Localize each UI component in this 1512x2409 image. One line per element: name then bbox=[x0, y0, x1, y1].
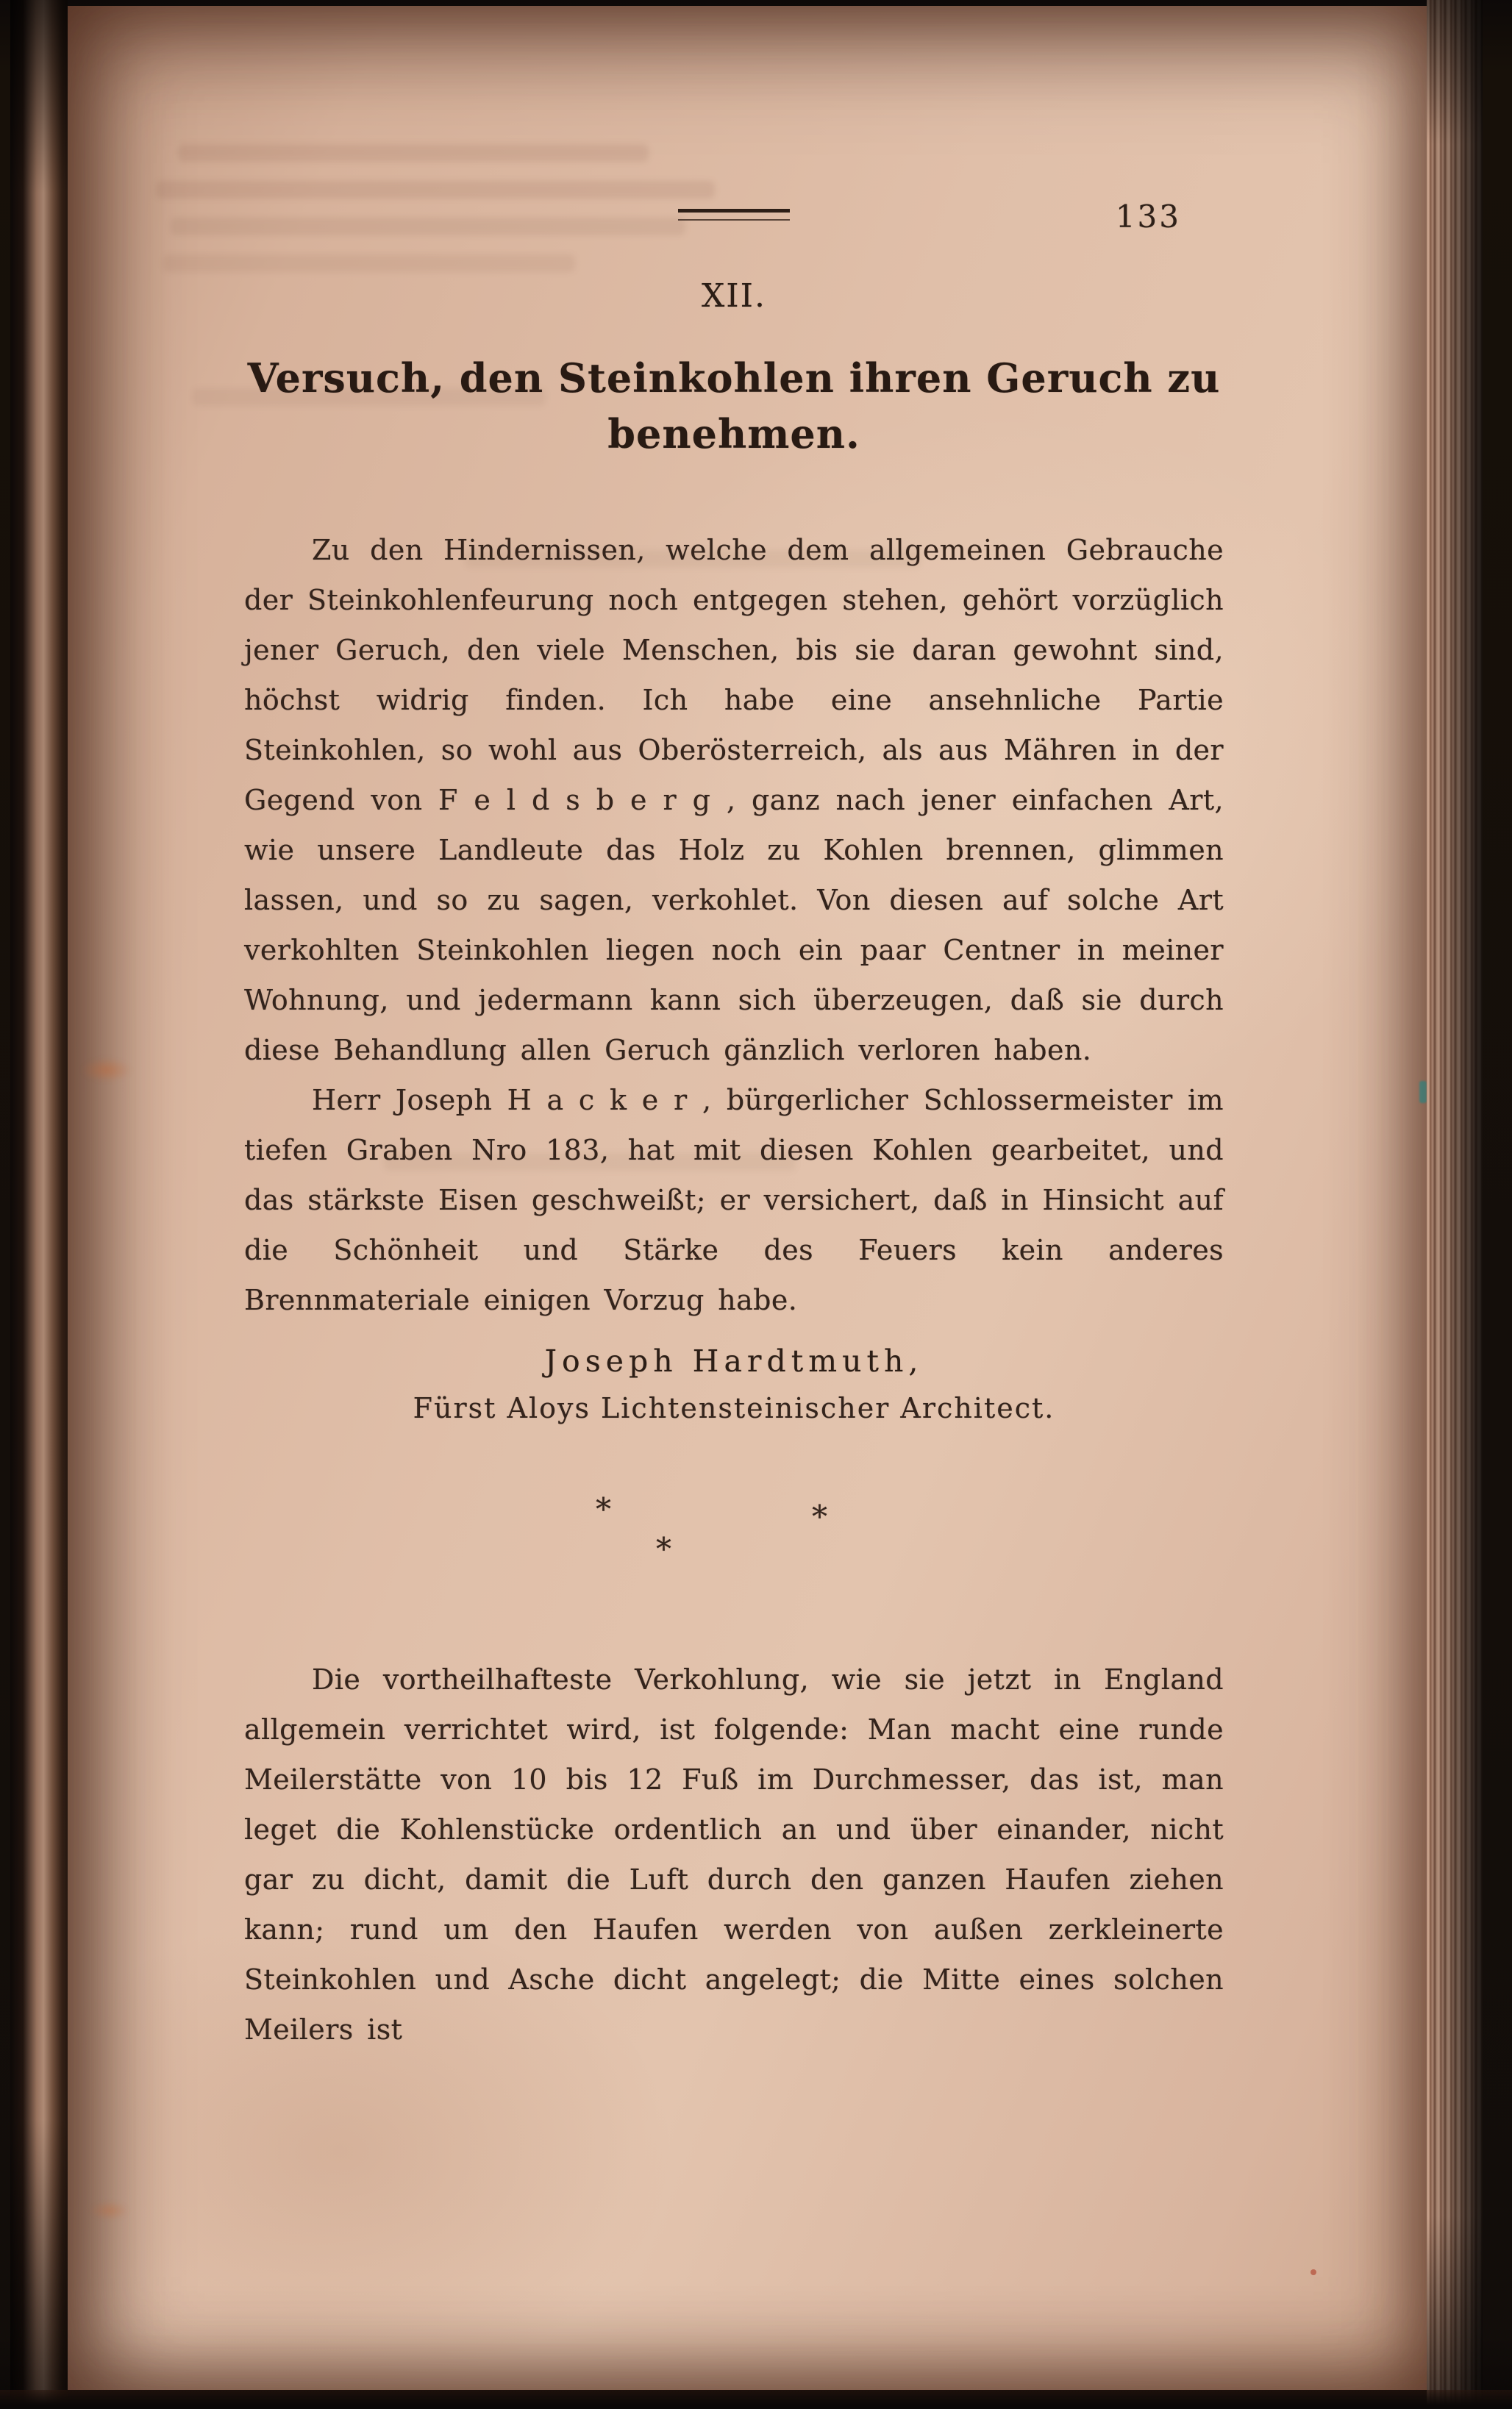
asterisk: * bbox=[656, 1531, 671, 1567]
asterisk: * bbox=[812, 1499, 827, 1535]
article-title bbox=[244, 350, 1224, 462]
bottom-page-edge bbox=[0, 2390, 1512, 2409]
signature-role: Fürst Aloys Lichtensteinischer Architect. bbox=[413, 1392, 1055, 1424]
paper-stain bbox=[81, 1057, 132, 1082]
header-rule-ornament bbox=[678, 209, 790, 221]
text-column bbox=[244, 276, 1224, 2055]
article-title-line1: Versuch, den Steinkohlen ihren Geruch zu bbox=[247, 354, 1221, 402]
signature-block bbox=[244, 1341, 1224, 1427]
left-page-edges bbox=[10, 0, 68, 2409]
paper-stain bbox=[90, 2201, 129, 2220]
chapter-numeral: XII. bbox=[701, 277, 767, 315]
article-title-line2: benehmen. bbox=[607, 410, 860, 457]
show-through-line bbox=[178, 144, 649, 162]
right-page-edges bbox=[1427, 0, 1483, 2409]
asterisk: * bbox=[596, 1491, 611, 1527]
asterism-separator bbox=[244, 1491, 1224, 1577]
page-header bbox=[244, 199, 1224, 250]
book-page bbox=[68, 6, 1427, 2390]
paper-speck bbox=[1310, 2269, 1316, 2275]
show-through-line bbox=[156, 181, 715, 199]
body-paragraph: Zu den Hindernissen, welche dem allgemeinen Gebrauche der Steinkohlenfeurung noch entgegen stehen, gehört vorzüglich jener Geruch, den viele Menschen, bis sie daran gewohnt sind, höchst widrig finden. Ich habe eine ansehnliche Partie Steinkohlen, so wohl aus Oberösterreich, als aus Mähren in der Gegend von F e l d s b e r g , ganz nach jener einfachen Art, wie unsere Landleute das Holz zu Kohlen brennen, glimmen lassen, und so zu sagen, verkohlet. Von diesen auf solche Art verkohlten Steinkohlen liegen noch ein paar Centner in meiner Wohnung, und jedermann kann sich überzeugen, daß sie durch diese Behandlung allen Geruch gänzlich verloren haben. bbox=[244, 534, 1224, 1066]
show-through-line bbox=[163, 254, 575, 272]
ink-mark bbox=[1419, 1081, 1427, 1103]
signature-name: Joseph Hardtmuth, bbox=[544, 1343, 924, 1379]
page-number: 133 bbox=[1115, 199, 1181, 235]
closing-paragraph: Die vortheilhafteste Verkohlung, wie sie jetzt in England allgemein verrichtet wird, ist folgende: Man macht eine runde Meilerstätte von 10 bis 12 Fuß im Durchmesser, das ist, man leget die Kohlenstücke ordentlich an und über einander, nicht gar zu dicht, damit die Luft durch den ganzen Haufen ziehen kann; rund um den Haufen werden von außen zerkleinerte Steinkohlen und Asche dicht angelegt; die Mitte eines solchen Meilers ist bbox=[244, 1663, 1224, 2046]
body-paragraph: Herr Joseph H a c k e r , bürgerlicher Schlossermeister im tiefen Graben Nro 183, hat mit diesen Kohlen gearbeitet, und das stärkste Eisen geschweißt; er versichert, daß in Hinsicht auf die Schönheit und Stärke des Feuers kein anderes Brennmateriale einigen Vorzug habe. bbox=[244, 1084, 1224, 1316]
